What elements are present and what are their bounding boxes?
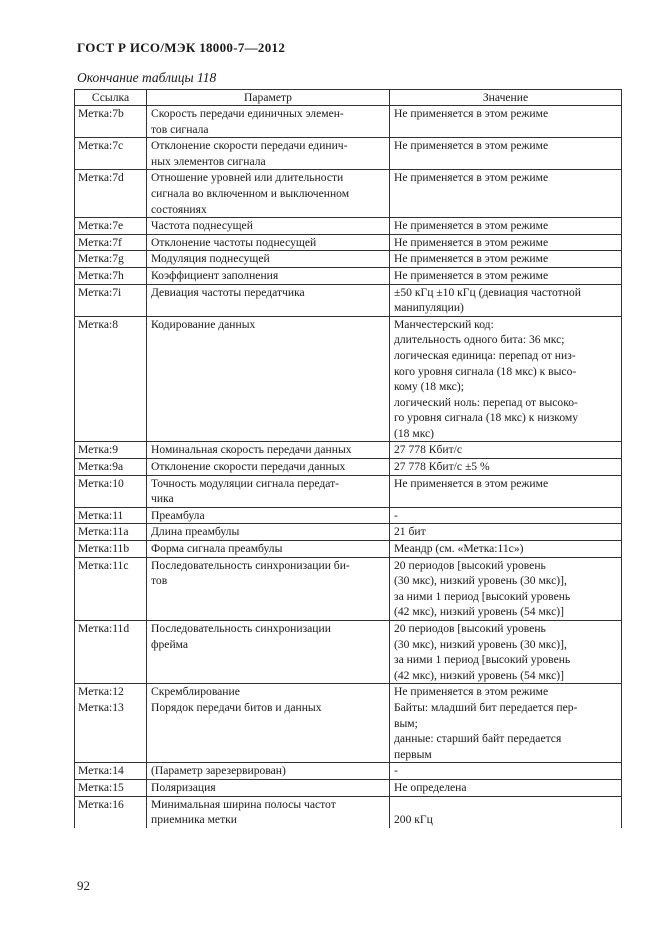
cell-parameter: Точность модуляции сигнала передат- чика [147, 475, 390, 507]
cell-value: Не применяется в этом режиме [390, 218, 622, 235]
table-row [75, 684, 622, 763]
table-row [75, 251, 622, 268]
page-number: 92 [77, 878, 90, 893]
cell-parameter: (Параметр зарезервирован) [147, 763, 390, 780]
cell-value: Манчестерский код: длительность одного бита: 36 мкс; логическая единица: перепад от низ- кого уровня сигнала (18 мкс) к высо- кому (18 мкс); логический ноль: перепад от высоко- го уровня сигнала (18 мкс) к низкому (18 мкс) [390, 316, 622, 442]
cell-reference: Метка:7f [75, 234, 147, 251]
cell-reference: Метка:16 [75, 796, 147, 828]
parameters-table-container [74, 89, 621, 828]
cell-reference: Метка:11a [75, 524, 147, 541]
cell-parameter: Длина преамбулы [147, 524, 390, 541]
table-row [75, 621, 622, 684]
table-row [75, 796, 622, 828]
table-row [75, 557, 622, 620]
table-row [75, 234, 622, 251]
cell-value: Не применяется в этом режиме [390, 251, 622, 268]
cell-value: 20 периодов [высокий уровень (30 мкс), низкий уровень (30 мкс)], за ними 1 период [высокий уровень (42 мкс), низкий уровень (54 мкс)] [390, 621, 622, 684]
cell-value: 20 периодов [высокий уровень (30 мкс), низкий уровень (30 мкс)], за ними 1 период [высокий уровень (42 мкс), низкий уровень (54 мкс)] [390, 557, 622, 620]
table-row [75, 779, 622, 796]
cell-reference: Метка:11d [75, 621, 147, 684]
cell-parameter: Отклонение скорости передачи единич- ных элементов сигнала [147, 138, 390, 170]
table-row [75, 218, 622, 235]
cell-parameter: Минимальная ширина полосы частот приемника метки [147, 796, 390, 828]
cell-reference: Метка:8 [75, 316, 147, 442]
table-row [75, 524, 622, 541]
table-row [75, 284, 622, 316]
cell-parameter: Отклонение частоты поднесущей [147, 234, 390, 251]
column-header-reference: Ссылка [75, 90, 147, 106]
cell-value: Не применяется в этом режиме [390, 475, 622, 507]
cell-value: 27 778 Кбит/с ±5 % [390, 459, 622, 476]
cell-value: - [390, 507, 622, 524]
cell-value: - [390, 763, 622, 780]
cell-parameter: Форма сигнала преамбулы [147, 541, 390, 558]
table-row [75, 763, 622, 780]
table-row [75, 475, 622, 507]
cell-value: ±50 кГц ±10 кГц (девиация частотной манипуляции) [390, 284, 622, 316]
cell-reference: Метка:7b [75, 106, 147, 138]
cell-reference: Метка:7c [75, 138, 147, 170]
cell-reference: Метка:7d [75, 170, 147, 218]
cell-parameter: Последовательность синхронизации би- тов [147, 557, 390, 620]
cell-parameter: Частота поднесущей [147, 218, 390, 235]
table-row [75, 138, 622, 170]
table-row [75, 541, 622, 558]
cell-parameter: Преамбула [147, 507, 390, 524]
cell-parameter: Отклонение скорости передачи данных [147, 459, 390, 476]
cell-reference: Метка:7e [75, 218, 147, 235]
cell-reference: Метка:12 Метка:13 [75, 684, 147, 763]
cell-value: Не применяется в этом режиме [390, 138, 622, 170]
cell-parameter: Последовательность синхронизации фрейма [147, 621, 390, 684]
cell-value: Не применяется в этом режиме Байты: младший бит передается пер- вым; данные: старший байт передается первым [390, 684, 622, 763]
cell-parameter: Кодирование данных [147, 316, 390, 442]
table-row [75, 106, 622, 138]
cell-reference: Метка:9 [75, 442, 147, 459]
table-header-row [75, 90, 622, 106]
cell-reference: Метка:11 [75, 507, 147, 524]
cell-parameter: Девиация частоты передатчика [147, 284, 390, 316]
table-body [75, 106, 622, 828]
cell-value: Не применяется в этом режиме [390, 267, 622, 284]
cell-parameter: Скремблирование Порядок передачи битов и данных [147, 684, 390, 763]
table-row [75, 442, 622, 459]
cell-value: 27 778 Кбит/с [390, 442, 622, 459]
cell-value: Меандр (см. «Метка:11с») [390, 541, 622, 558]
cell-value: Не применяется в этом режиме [390, 106, 622, 138]
cell-value: Не применяется в этом режиме [390, 170, 622, 218]
cell-parameter: Модуляция поднесущей [147, 251, 390, 268]
cell-value: Не применяется в этом режиме [390, 234, 622, 251]
cell-reference: Метка:7h [75, 267, 147, 284]
table-caption: Окончание таблицы 118 [77, 70, 217, 85]
cell-parameter: Номинальная скорость передачи данных [147, 442, 390, 459]
cell-reference: Метка:7i [75, 284, 147, 316]
table-row [75, 316, 622, 442]
table-row [75, 267, 622, 284]
cell-reference: Метка:7g [75, 251, 147, 268]
cell-parameter: Коэффициент заполнения [147, 267, 390, 284]
table-row [75, 459, 622, 476]
cell-reference: Метка:11b [75, 541, 147, 558]
table-row [75, 170, 622, 218]
cell-reference: Метка:10 [75, 475, 147, 507]
cell-reference: Метка:15 [75, 779, 147, 796]
cell-reference: Метка:9a [75, 459, 147, 476]
column-header-parameter: Параметр [147, 90, 390, 106]
cell-parameter: Скорость передачи единичных элемен- тов сигнала [147, 106, 390, 138]
cell-reference: Метка:14 [75, 763, 147, 780]
table-header [75, 90, 622, 106]
table-row [75, 507, 622, 524]
cell-value: 200 кГц [390, 796, 622, 828]
cell-parameter: Отношение уровней или длительности сигнала во включенном и выключенном состояниях [147, 170, 390, 218]
column-header-value: Значение [390, 90, 622, 106]
cell-value: 21 бит [390, 524, 622, 541]
cell-value: Не определена [390, 779, 622, 796]
document-header: ГОСТ Р ИСО/МЭК 18000-7—2012 [77, 40, 286, 55]
cell-reference: Метка:11c [75, 557, 147, 620]
parameters-table [74, 89, 622, 828]
cell-parameter: Поляризация [147, 779, 390, 796]
